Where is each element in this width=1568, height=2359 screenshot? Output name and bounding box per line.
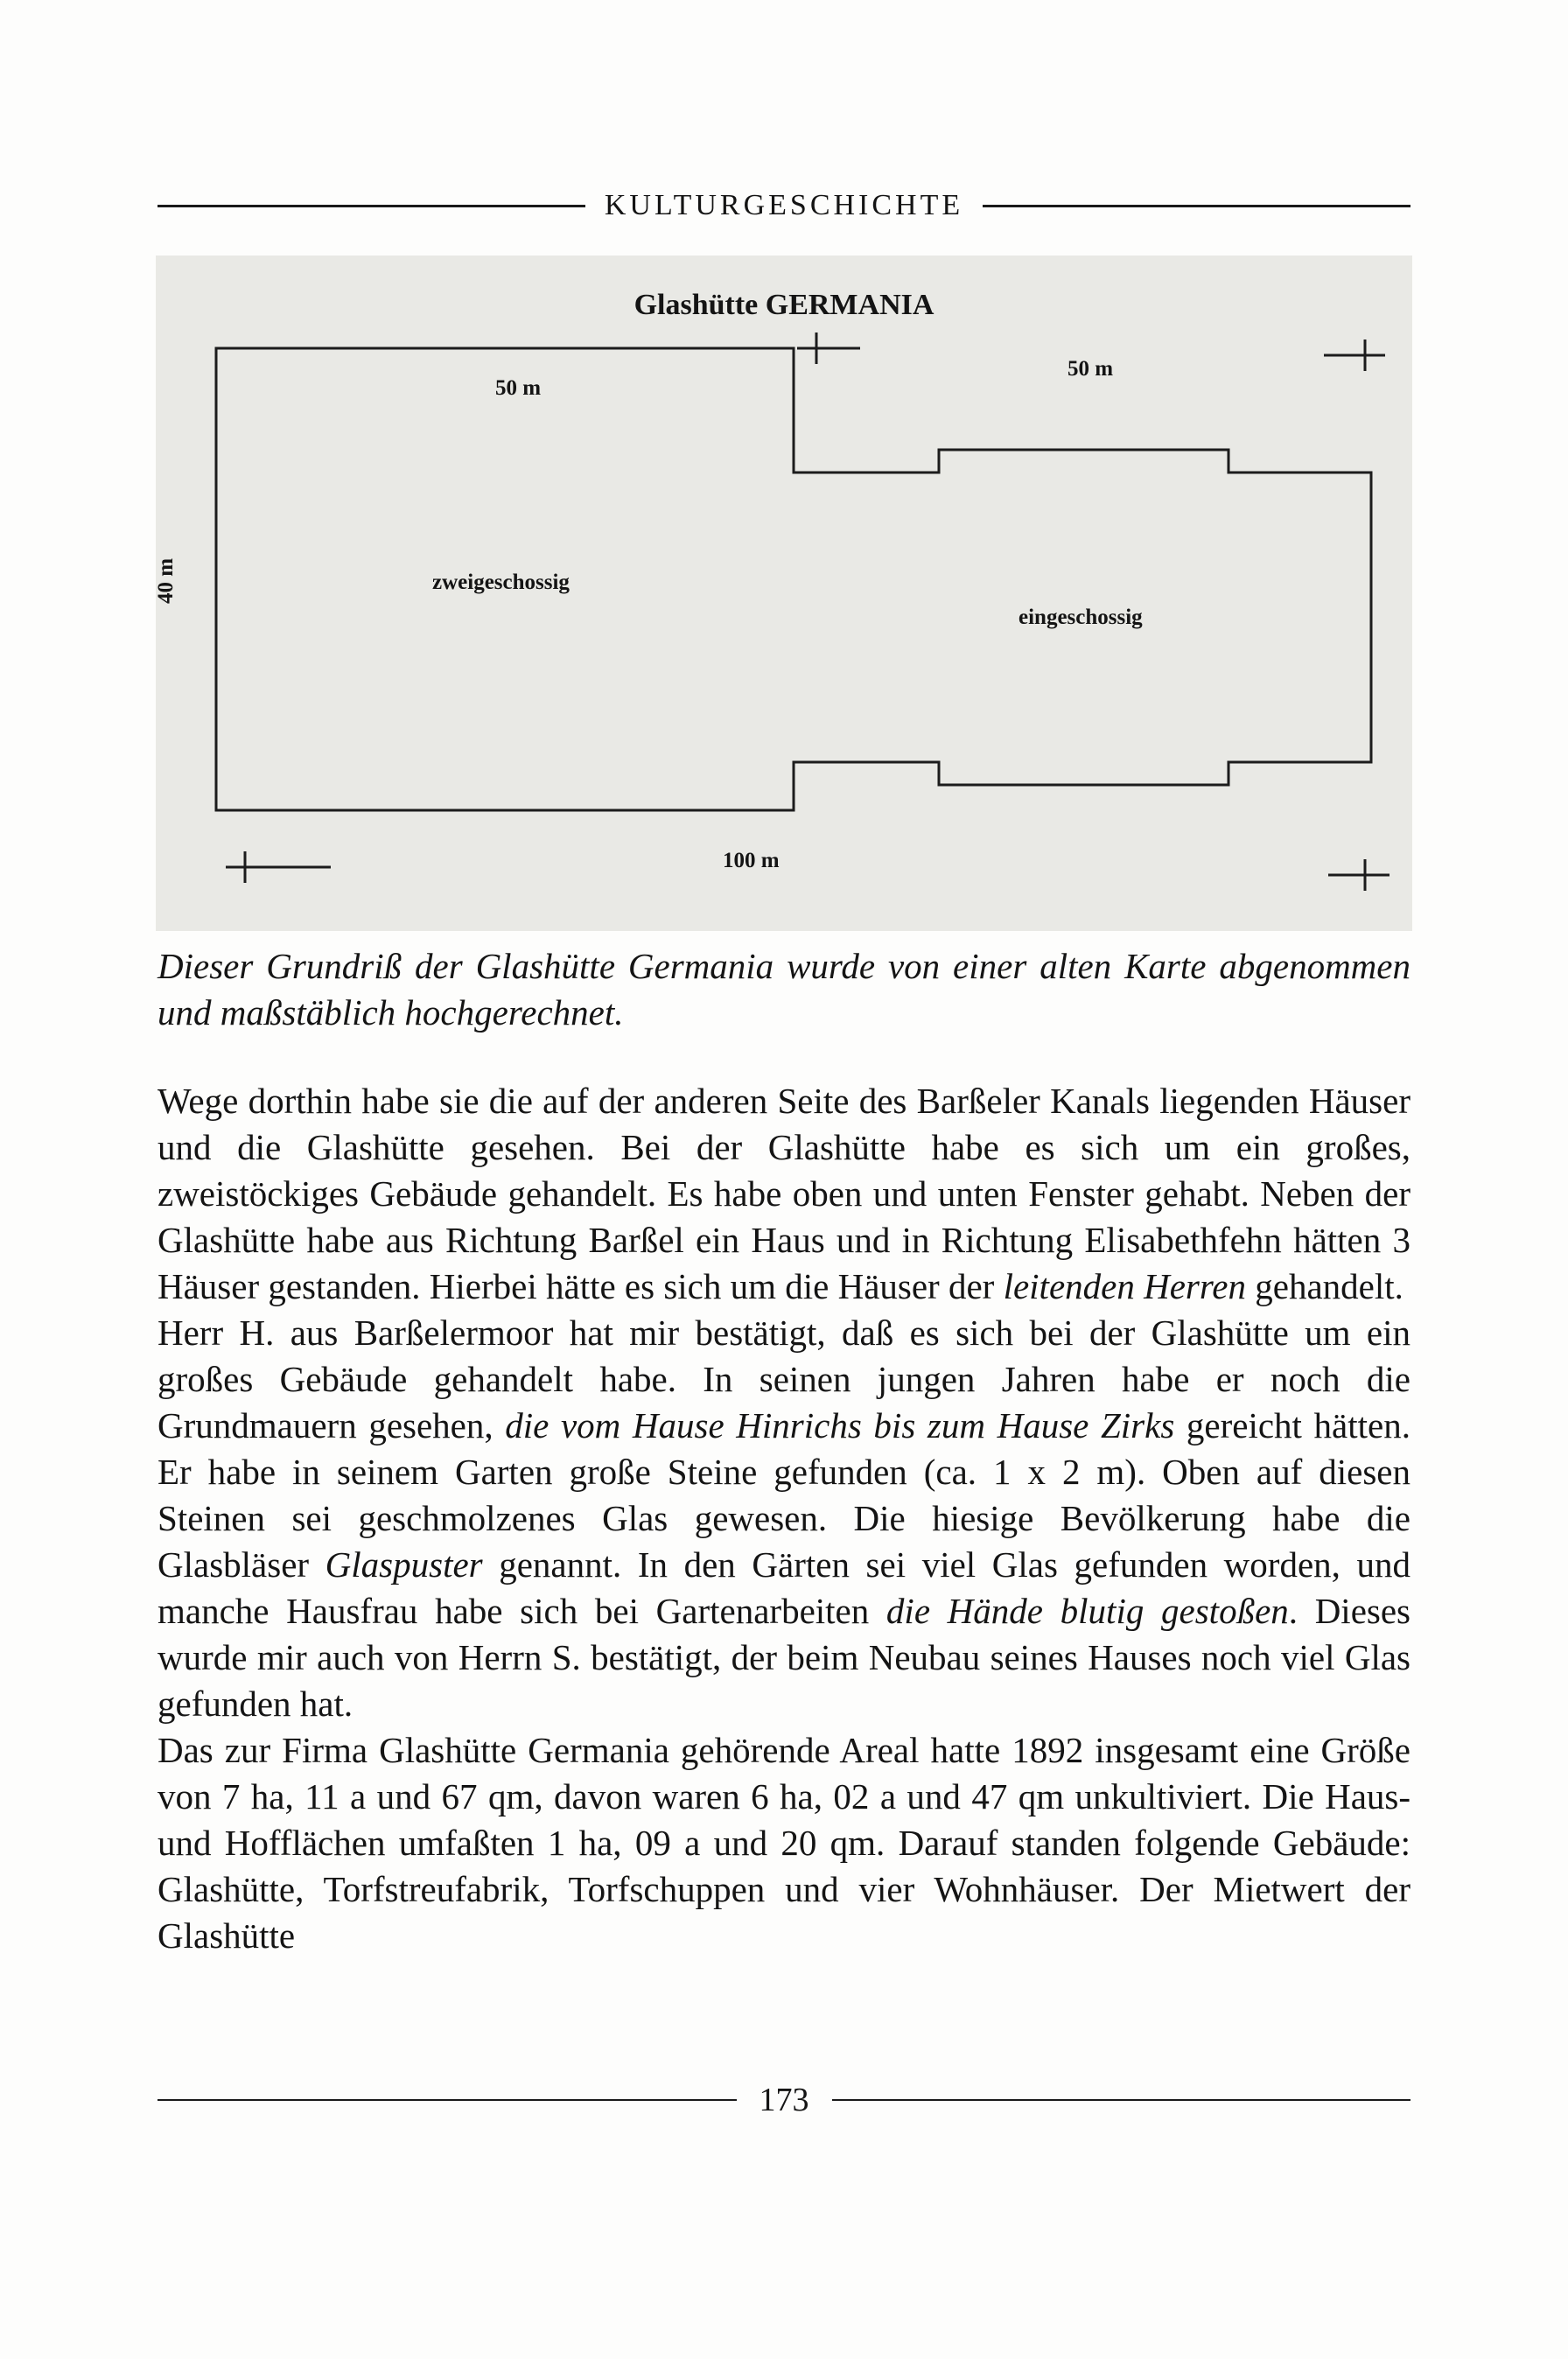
scale-label-top-right: 50 m <box>1068 357 1114 381</box>
floor-plan-drawing <box>156 256 1412 931</box>
diagram-title: Glashütte GERMANIA <box>634 289 934 321</box>
scale-label-bottom: 100 m <box>723 849 780 872</box>
scale-tick-bottom-left <box>226 851 331 883</box>
building-outline <box>216 348 1371 810</box>
header-rule-right <box>983 205 1410 207</box>
right-building-label: eingeschossig <box>1018 606 1143 629</box>
paragraph: Wege dorthin habe sie die auf der anderen Seite des Barßeler Kanals liegenden Häuser und die Glashütte gesehen. Bei der Glashütte habe es sich um ein großes, zweistöckiges Gebäude gehandelt. Es habe oben und unten Fenster gehabt. Neben der Glashütte habe aus Richtung Barßel ein Haus und in Richtung Elisabethfehn hätten 3 Häuser gestanden. Hierbei hätte es sich um die Häuser der leitenden Herren gehandelt. <box>158 1081 1410 1306</box>
page-header-title: KULTURGESCHICHTE <box>604 189 964 221</box>
scale-tick-top-right <box>1324 340 1385 371</box>
paragraph: Das zur Firma Glashütte Germania gehörende Areal hatte 1892 insgesamt eine Größe von 7 ha, 11 a und 67 qm, davon waren 6 ha, 02 a und 47 qm unkultiviert. Die Haus- und Hofflächen umfaßten 1 ha, 09 a und 20 qm. Darauf standen folgende Gebäude: Glashütte, Torfstreufabrik, Torfschuppen und vier Wohnhäuser. Der Mietwert der Glashütte <box>158 1730 1410 1956</box>
footer-rule-right <box>832 2099 1411 2101</box>
figure-caption: Dieser Grundriß der Glashütte Germania wurde von einer alten Karte abgenommen und maßstäblich hochgerechnet. <box>158 946 1410 1032</box>
scale-label-top-left: 50 m <box>495 376 542 400</box>
header-rule-left <box>158 205 585 207</box>
footer-rule-left <box>158 2099 737 2101</box>
page-number: 173 <box>759 2082 809 2118</box>
body-text <box>158 1078 1410 1959</box>
left-building-label: zweigeschossig <box>432 570 570 594</box>
scale-label-left: 40 m <box>154 557 178 605</box>
scale-tick-top-mid <box>797 332 860 364</box>
paragraph: Herr H. aus Barßelermoor hat mir bestätigt, daß es sich bei der Glashütte um ein großes Gebäude gehandelt habe. In seinen jungen Jahren habe er noch die Grundmauern gesehen, die vom Hause Hinrichs bis zum Hause Zirks gereicht hätten. Er habe in seinem Garten große Steine gefunden (ca. 1 x 2 m). Oben auf diesen Steinen sei geschmolzenes Glas gewesen. Die hiesige Bevölkerung habe die Glasbläser Glaspuster genannt. In den Gärten sei viel Glas gefunden worden, und manche Hausfrau habe sich bei Gartenarbeiten die Hände blutig gestoßen. Dieses wurde mir auch von Herrn S. bestätigt, der beim Neubau seines Hauses noch viel Glas gefunden hat. <box>158 1312 1410 1724</box>
scale-tick-bottom-right <box>1328 859 1390 891</box>
floor-plan-figure <box>156 256 1412 931</box>
page-footer <box>158 2081 1410 2119</box>
page-header <box>158 189 1410 222</box>
